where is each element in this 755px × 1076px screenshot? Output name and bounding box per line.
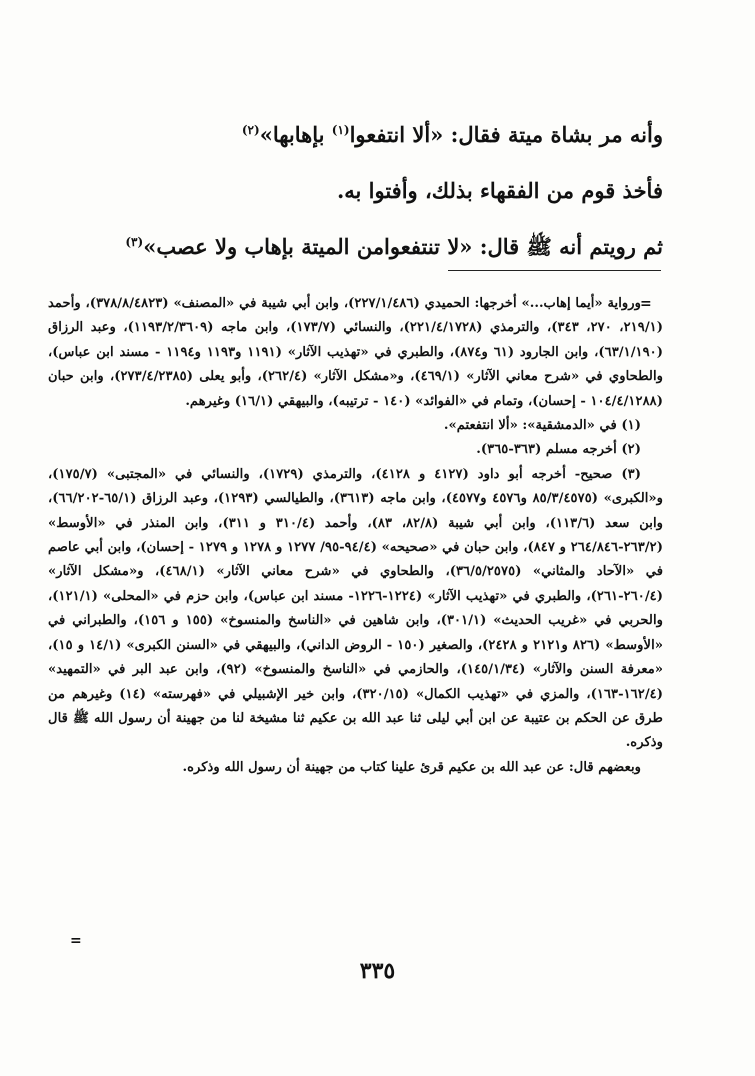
footnote-ref-2[interactable]: (٢) (241, 123, 260, 137)
main-text-line-3 (63, 232, 663, 262)
main-text-line-1-part-b: بإهابها» (259, 122, 325, 147)
footnote-2-text: أخرجه مسلم (٣٦٣-٣٦٥). (476, 442, 617, 458)
footnote-3-number: (٣) (621, 466, 641, 482)
footnotes-section (48, 292, 663, 780)
continued-marker: = (640, 296, 652, 312)
footnote-2-number: (٢) (621, 442, 641, 458)
footnote-3-text: صحيح- أخرجه أبو داود (٤١٢٧ و ٤١٢٨)، والترمذي (١٧٢٩)، والنسائي في «المجتبى» (١٧٥/٧)، و«الكبرى» (٨٥/٣/٤٥٧٥ و٤٥٧٦ و٤٥٧٧)، وابن ماجه (٣٦١٣)، والطيالسي (١٢٩٣)، وعبد الرزاق (٦٥/١-٦٦/٢٠٢)، وابن سعد (١١٣/٦)، وابن أبي شيبة (٨٢/٨، ٨٣)، وأحمد (٣١٠/٤ و ٣١١)، وابن المنذر في «الأوسط» (٢٦٣/٢-٢٦٤/٨٤٦ و ٨٤٧)، وابن حبان في «صحيحه» (٩٤/٤-٩٥/ ١٢٧٧ و ١٢٧٨ و ١٢٧٩ - إحسان)، وابن أبي عاصم في «الآحاد والمثاني» (٣٦/٥/٢٥٧٥)، والطحاوي في «شرح معاني الآثار» (٤٦٨/١)، و«مشكل الآثار» (٢٦٠/٤-٢٦١)، والطبري في «تهذيب الآثار» (١٢٢٤-١٢٢٦- مسند ابن عباس)، وابن حزم في «المحلى» (١٢١/١)، والحربي في «غريب الحديث» (٣٠١/١)، وابن شاهين في «الناسخ والمنسوخ» (١٥٥ و ١٥٦)، والطبراني في «الأوسط» (٨٢٦ و٢١٢١ و ٢٤٢٨)، والصغير (١٥٠ - الروض الداني)، والبيهقي في «السنن الكبرى» (١٤/١ و ١٥)، «معرفة السنن والآثار» (١٤٥/١/٣٤)، والحازمي في «الناسخ والمنسوخ» (٩٢)، وابن عبد البر في «التمهيد» (١٦٢/٤-١٦٣)، والمزي في «تهذيب الكمال» (٣٢٠/١٥)، وابن خير الإشبيلي في «فهرسته» (١٤) وغيرهم من طرق عن الحكم بن عتيبة عن ابن أبي ليلى ثنا عبد الله بن عكيم ثنا مشيخة لنا من جهينة أن رسول الله ﷺ قال وذكره. (48, 466, 664, 751)
page-number: ٣٣٥ (359, 958, 396, 984)
main-text-line-3-text: ثم رويتم أنه ﷺ قال: «لا تنتفعوامن الميتة بإهاب ولا عصب» (143, 234, 663, 259)
footnote-2 (48, 438, 663, 462)
main-text-line-2: فأخذ قوم من الفقهاء بذلك، وأفتوا به. (336, 178, 663, 203)
footnote-1-number: (١) (621, 418, 641, 434)
footnote-separator (448, 270, 661, 271)
main-text-line-1-part-a: وأنه مر بشاة ميتة فقال: «ألا انتفعوا (349, 122, 663, 147)
footnote-3 (48, 463, 663, 756)
footnote-ref-1[interactable]: (١) (331, 123, 350, 137)
footnote-ref-3[interactable]: (٣) (125, 235, 144, 249)
main-text-line-1 (63, 120, 663, 150)
footnote-1 (48, 414, 663, 438)
footnote-continued: ورواية «أيما إهاب...» أخرجها: الحميدي (٢٢٧/١/٤٨٦)، وابن أبي شيبة في «المصنف» (٣٧٨/٨/٤٨٢٣)، وأحمد (٢١٩/١، ٢٧٠، ٣٤٣)، والترمذي (٢٢١/٤/١٧٢٨)، والنسائي (١٧٣/٧)، وابن ماجه (١١٩٣/٢/٣٦٠٩)، وعبد الرزاق (٦٣/١/١٩٠)، وابن الجارود (٦١ و٨٧٤)، والطبري في «تهذيب الآثار» (١١٩١ و١١٩٣ و١١٩٤ - مسند ابن عباس)، والطحاوي في «شرح معاني الآثار» (٤٦٩/١)، و«مشكل الآثار» (٢٦٢/٤)، وأبو يعلى (٢٧٣/٤/٢٣٨٥)، وابن حبان (١٠٤/٤/١٢٨٨ - إحسان)، وتمام في «الفوائد» (١٤٠ - ترتيبه)، والبيهقي (١٦/١) وغيرهم. (48, 296, 664, 409)
trailing-marker: = (70, 933, 82, 949)
footnote-1-text: في «الدمشقية»: «ألا انتفعتم». (443, 418, 617, 434)
footnote-trailing: وبعضهم قال: عن عبد الله بن عكيم قرئ علينا كتاب من جهينة أن رسول الله وذكره. (182, 759, 641, 775)
